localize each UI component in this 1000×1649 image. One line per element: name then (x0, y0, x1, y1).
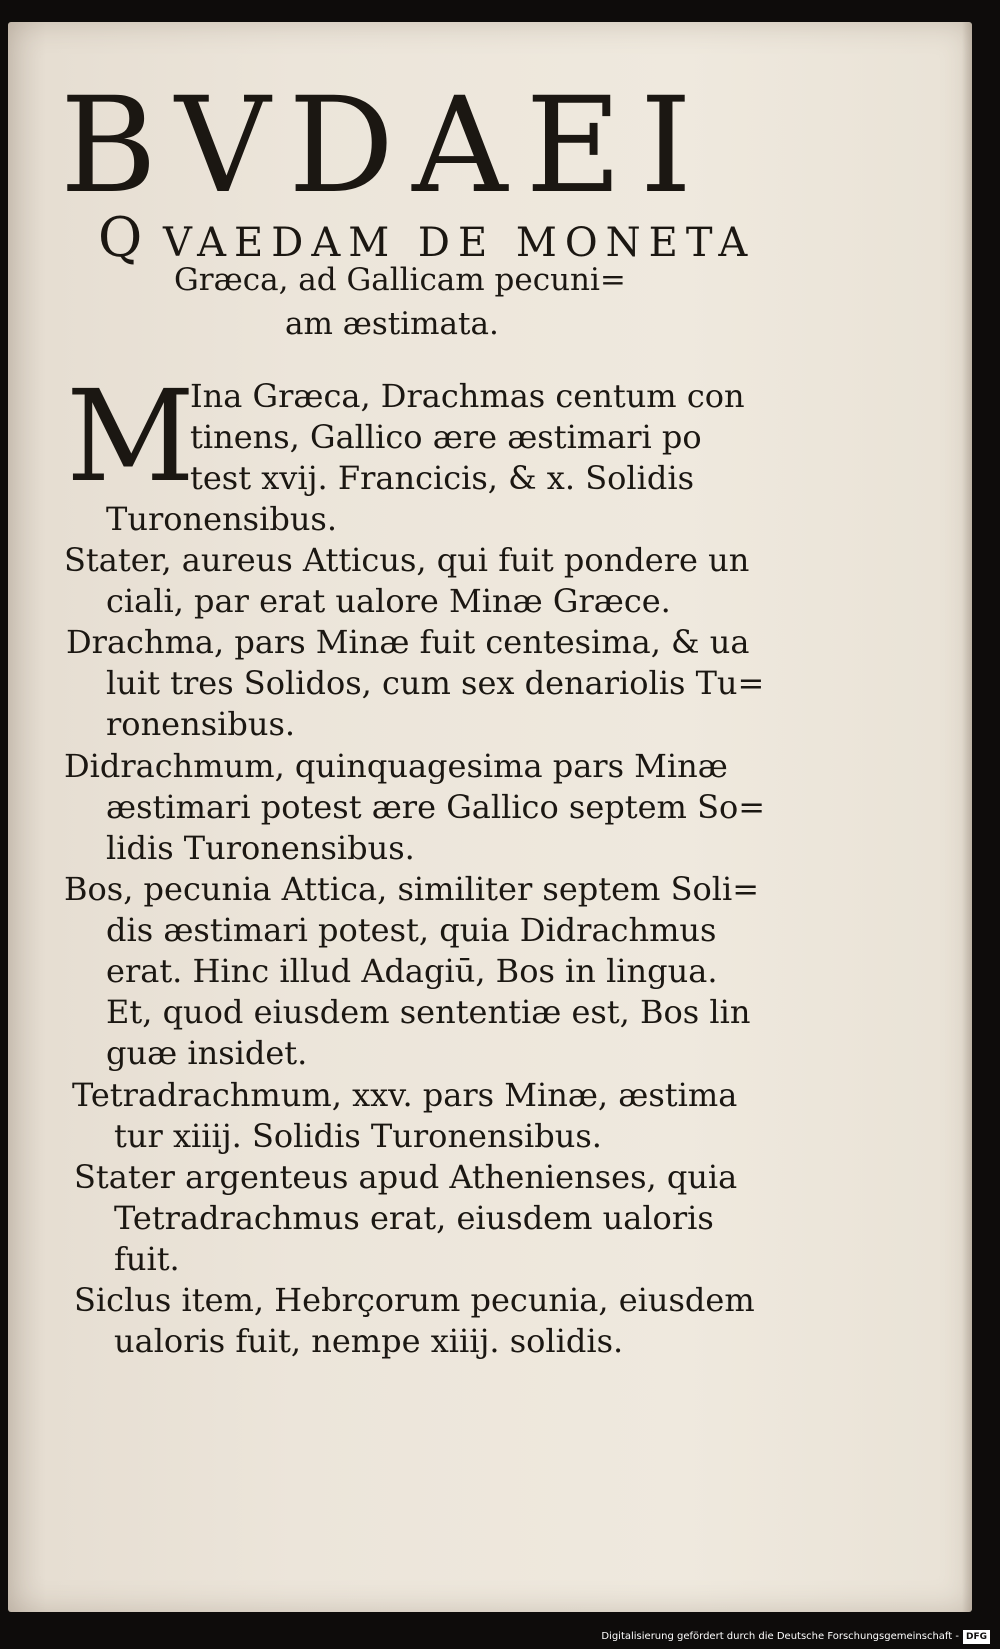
text-line: Turonensibus. (106, 500, 338, 538)
text-line: ualoris fuit, nempe xiiij. solidis. (114, 1322, 624, 1360)
text-line: tinens, Gallico ære æstimari po (190, 418, 702, 456)
text-line: Tetradrachmum, xxv. pars Minæ, æstima (72, 1076, 738, 1114)
page-title: BVDAEI (60, 69, 710, 223)
text-line: ciali, par erat ualore Minæ Græce. (106, 582, 671, 620)
text-line: Bos, pecunia Attica, similiter septem Soli= (64, 870, 760, 908)
text-line: tur xiiij. Solidis Turonensibus. (114, 1117, 602, 1155)
text-line: guæ insidet. (106, 1034, 308, 1072)
text-line: Didrachmum, quinquagesima pars Minæ (64, 747, 728, 785)
book-page (8, 22, 972, 1612)
subtitle-initial: Q (98, 206, 143, 269)
text-line: dis æstimari potest, quia Didrachmus (106, 911, 717, 949)
text-line: Stater argenteus apud Athenienses, quia (74, 1158, 738, 1196)
subtitle-rest: VAEDAM DE MONETA (163, 220, 756, 266)
text-line: lidis Turonensibus. (106, 829, 415, 867)
subtitle-line-3: am æstimata. (285, 306, 499, 342)
text-line: erat. Hinc illud Adagiū, Bos in lingua. (106, 952, 718, 990)
text-line: test xvij. Francicis, & x. Solidis (190, 459, 694, 497)
text-line: Stater, aureus Atticus, qui fuit pondere un (64, 541, 750, 579)
drop-cap: M (66, 363, 196, 510)
dfg-logo: DFG (963, 1630, 990, 1644)
subtitle-line-1 (98, 206, 755, 269)
text-line: ronensibus. (106, 705, 296, 743)
text-line: Tetradrachmus erat, eiusdem ualoris (114, 1199, 714, 1237)
text-line: Drachma, pars Minæ fuit centesima, & ua (66, 623, 750, 661)
text-line: Siclus item, Hebrçorum pecunia, eiusdem (74, 1281, 755, 1319)
text-line: Ina Græca, Drachmas centum con (190, 377, 745, 415)
footer-text: Digitalisierung gefördert durch die Deutsche Forschungsgemeinschaft - (601, 1631, 959, 1642)
subtitle-line-2: Græca, ad Gallicam pecuni= (174, 262, 626, 298)
text-line: luit tres Solidos, cum sex denariolis Tu= (106, 664, 765, 702)
text-line: fuit. (114, 1240, 180, 1278)
page-edge-shadow (962, 22, 972, 1612)
text-line: Et, quod eiusdem sententiæ est, Bos lin (106, 993, 751, 1031)
text-line: æstimari potest ære Gallico septem So= (106, 788, 766, 826)
digitization-footer (0, 1625, 1000, 1649)
